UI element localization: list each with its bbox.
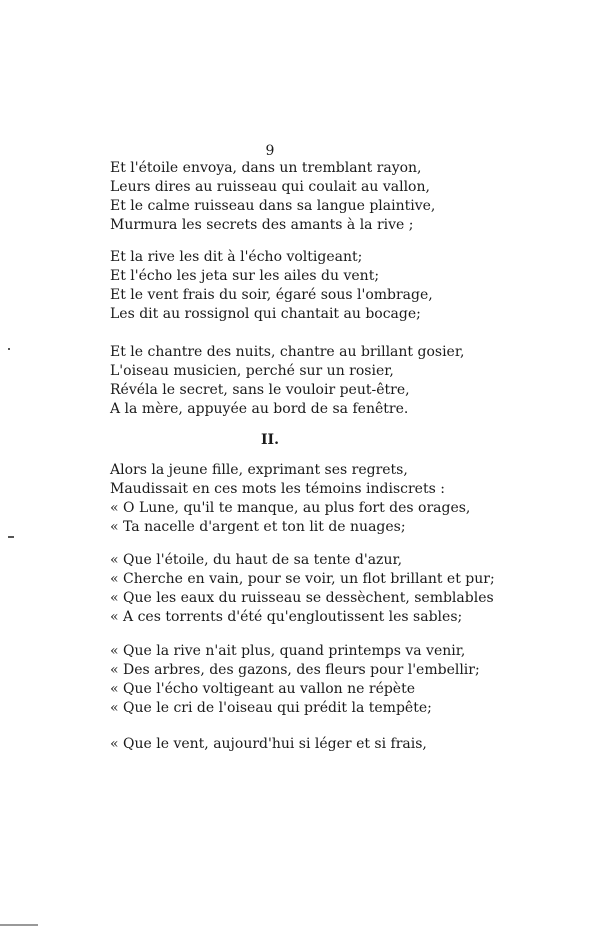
stanza-3 <box>110 343 530 419</box>
verse-line: Et le chantre des nuits, chantre au brillant gosier, <box>110 344 465 360</box>
stanza-7 <box>110 735 530 754</box>
verse-line: Les dit au rossignol qui chantait au bocage; <box>110 306 421 322</box>
section-heading: II. <box>261 432 279 448</box>
page-number: 9 <box>265 143 275 159</box>
verse-line: Murmura les secrets des amants à la rive ; <box>110 217 414 233</box>
verse-line: « Ta nacelle d'argent et ton lit de nuages; <box>110 519 406 535</box>
verse-line: Et le vent frais du soir, égaré sous l'ombrage, <box>110 287 433 303</box>
stanza-1 <box>110 159 530 235</box>
verse-line: « Que l'écho voltigeant au vallon ne répète <box>110 681 416 697</box>
stanza-5 <box>110 551 530 627</box>
verse-line: « Cherche en vain, pour se voir, un flot brillant et pur; <box>110 571 495 587</box>
verse-line: A la mère, appuyée au bord de sa fenêtre. <box>110 401 409 417</box>
margin-speck <box>8 348 10 350</box>
verse-line: « Que les eaux du ruisseau se dessèchent, semblables <box>110 590 494 606</box>
verse-line: Et la rive les dit à l'écho voltigeant; <box>110 249 363 265</box>
verse-line: « Que le vent, aujourd'hui si léger et si frais, <box>110 736 427 752</box>
stanza-2 <box>110 248 530 324</box>
verse-line: Leurs dires au ruisseau qui coulait au vallon, <box>110 179 430 195</box>
stanza-6 <box>110 642 530 718</box>
verse-line: Et le calme ruisseau dans sa langue plaintive, <box>110 198 436 214</box>
verse-line: Alors la jeune fille, exprimant ses regrets, <box>110 462 408 478</box>
verse-line: « Que l'étoile, du haut de sa tente d'azur, <box>110 552 403 568</box>
verse-line: « A ces torrents d'été qu'engloutissent les sables; <box>110 609 463 625</box>
verse-line: Et l'étoile envoya, dans un tremblant rayon, <box>110 160 422 176</box>
stanza-4 <box>110 461 530 537</box>
verse-line: L'oiseau musicien, perché sur un rosier, <box>110 363 394 379</box>
verse-line: « Que le cri de l'oiseau qui prédit la tempête; <box>110 700 432 716</box>
verse-line: « Que la rive n'ait plus, quand printemps va venir, <box>110 643 466 659</box>
scan-edge-mark <box>0 924 38 926</box>
verse-line: Maudissait en ces mots les témoins indiscrets : <box>110 481 445 497</box>
verse-line: Et l'écho les jeta sur les ailes du vent; <box>110 268 380 284</box>
verse-line: Révéla le secret, sans le vouloir peut-être, <box>110 382 410 398</box>
margin-speck <box>8 536 14 538</box>
verse-line: « O Lune, qu'il te manque, au plus fort des orages, <box>110 500 471 516</box>
verse-line: « Des arbres, des gazons, des fleurs pour l'embellir; <box>110 662 480 678</box>
